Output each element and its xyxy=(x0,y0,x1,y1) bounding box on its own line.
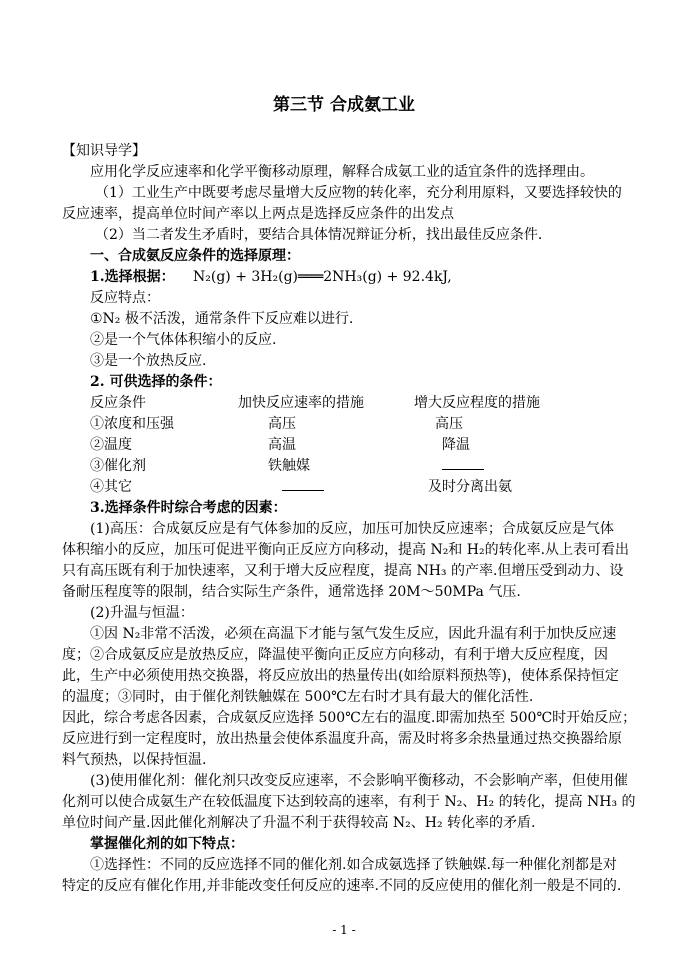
paragraph-1b: 反应速率，提高单位时间产率以上两点是选择反应条件的出发点 xyxy=(62,206,454,222)
table-cell: ②温度 xyxy=(90,437,132,453)
page-number: - 1 - xyxy=(332,923,356,937)
section-heading-3: 3.选择条件时综合考虑的因素： xyxy=(90,500,287,516)
page-title: 第三节 合成氨工业 xyxy=(273,95,415,115)
section-heading-2: 2. 可供选择的条件： xyxy=(90,374,222,390)
table-cell: ③催化剂 xyxy=(90,458,146,474)
table-cell: 高温 xyxy=(268,437,296,453)
body-line: 特定的反应有催化作用,并非能改变任何反应的速率.不同的反应使用的催化剂一般是不同的. xyxy=(62,878,622,894)
subheading-catalyst: 掌握催化剂的如下特点： xyxy=(90,836,244,852)
body-line: (2)升温与恒温： xyxy=(90,605,194,621)
body-line: 料气预热，以保持恒温. xyxy=(62,752,207,768)
body-line: (1)高压：合成氨反应是有气体参加的反应，加压可加快反应速率；合成氨反应是气体 xyxy=(90,521,614,537)
body-line: 化剂可以使合成氨生产在较低温度下达到较高的速率，有利于 N₂、H₂ 的转化，提高 NH₃ 的 xyxy=(62,794,636,810)
body-line: 只有高压既有利于加快速率，又利于增大反应程度，提高 NH₃ 的产率.但增压受到动力、设 xyxy=(62,563,624,579)
feature-2: ②是一个气体体积缩小的反应. xyxy=(90,332,277,348)
body-line: 的温度；③同时，由于催化剂铁触媒在 500℃左右时才具有最大的催化活性. xyxy=(62,689,534,705)
paragraph-2: （2）当二者发生矛盾时，要结合具体情况辩证分析，找出最佳反应条件. xyxy=(95,227,543,243)
intro-paragraph: 应用化学反应速率和化学平衡移动原理，解释合成氨工业的适宜条件的选择理由。 xyxy=(90,164,594,180)
feature-1: ①N₂ 极不活泼，通常条件下反应难以进行. xyxy=(90,311,354,327)
body-line: 因此，综合考虑各因素，合成氨反应选择 500℃左右的温度.即需加热至 500℃时开始反应； xyxy=(62,710,637,726)
table-cell: 高压 xyxy=(268,416,296,432)
paragraph-1a: （1）工业生产中既要考虑尽量增大反应物的转化率，充分利用原料，又要选择较快的 xyxy=(95,185,622,201)
table-cell: 高压 xyxy=(435,416,463,432)
table-cell: 降温 xyxy=(442,437,470,453)
body-line: 度；②合成氨反应是放热反应，降温使平衡向正反应方向移动，有利于增大反应程度，因 xyxy=(62,647,608,663)
feature-3: ③是一个放热反应. xyxy=(90,353,207,369)
section-heading-1: 一、合成氨反应条件的选择原理： xyxy=(90,248,300,264)
blank-line xyxy=(442,457,484,476)
table-cell: 铁触媒 xyxy=(268,458,310,474)
body-line: 反应进行到一定程度时，放出热量会使体系温度升高，需及时将多余热量通过热交换器给原 xyxy=(62,731,622,747)
body-line: ①选择性：不同的反应选择不同的催化剂.如合成氨选择了铁触媒.每一种催化剂都是对 xyxy=(90,857,617,873)
table-header-rate: 加快反应速率的措施 xyxy=(238,395,364,411)
feature-label: 反应特点： xyxy=(90,290,160,306)
table-cell: ①浓度和压强 xyxy=(90,416,174,432)
table-cell: 及时分离出氨 xyxy=(428,479,512,495)
body-line: (3)使用催化剂：催化剂只改变反应速率，不会影响平衡移动，不会影响产率，但使用催 xyxy=(90,773,628,789)
section-tag: 【知识导学】 xyxy=(62,143,146,159)
body-line: 备耐压程度等的限制，结合实际生产条件，通常选择 20M～50MPa 气压. xyxy=(62,584,521,600)
body-line: ①因 N₂非常不活泼，必须在高温下才能与氢气发生反应，因此升温有利于加快反应速 xyxy=(90,626,617,642)
table-cell: ④其它 xyxy=(90,479,132,495)
basis-label: 1.选择根据： xyxy=(90,269,175,285)
body-line: 单位时间产量.因此催化剂解决了升温不利于获得较高 N₂、H₂ 转化率的矛盾. xyxy=(62,815,536,831)
table-header-extent: 增大反应程度的措施 xyxy=(414,395,540,411)
reaction-equation: N₂(g) + 3H₂(g)═══2NH₃(g) + 92.4kJ, xyxy=(193,269,452,285)
body-line: 体积缩小的反应，加压可促进平衡向正反应方向移动，提高 N₂和 H₂的转化率.从上表可看出 xyxy=(62,542,630,558)
blank-line xyxy=(282,478,324,497)
table-header-condition: 反应条件 xyxy=(90,395,146,411)
body-line: 此，生产中必须使用热交换器，将反应放出的热量传出(如给原料预热等)，使体系保持恒定 xyxy=(62,668,619,684)
